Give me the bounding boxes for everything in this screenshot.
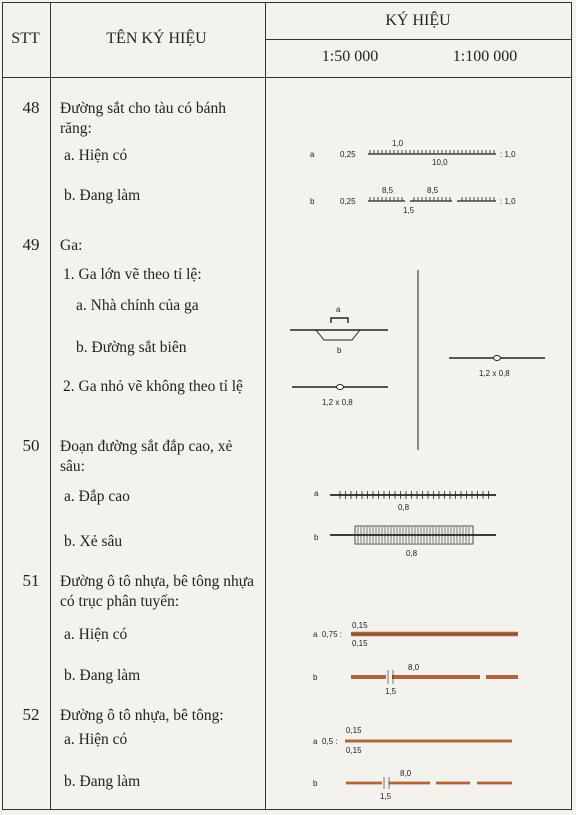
dim-top: 8,0 <box>408 663 420 672</box>
label-b: b <box>313 673 318 682</box>
header-subdivider <box>265 39 571 40</box>
divider-stt <box>50 3 51 809</box>
header-scale-50k: 1:50 000 <box>321 48 379 65</box>
dim-right: : 1,0 <box>500 150 516 159</box>
dim-left: 0,75 : <box>322 630 343 639</box>
dim-top: 0,15 <box>352 621 368 630</box>
dim-top: 0,15 <box>346 726 362 735</box>
label-a: a <box>313 737 318 746</box>
dim-bottom: 1,5 <box>385 687 397 696</box>
dim-top-2: 8,5 <box>427 186 439 195</box>
row-50-title: Đoạn đường sắt đắp cao, xẻ sâu: <box>60 438 233 475</box>
header-stt: STT <box>11 30 40 47</box>
row-51-number: 51 <box>22 571 40 590</box>
dim: 1,2 x 0,8 <box>322 398 353 407</box>
dim-right: : 1,0 <box>500 197 516 206</box>
row-49-title: Ga: <box>60 237 83 254</box>
dim-left: 0,5 : <box>322 737 338 746</box>
row-52-title: Đường ô tô nhựa, bê tông: <box>60 707 224 724</box>
row-49-number: 49 <box>22 235 40 254</box>
row-49-large-station: 1. Ga lớn vẽ theo tỉ lệ: <box>63 266 202 283</box>
label-a: a <box>336 305 341 314</box>
header-name: TÊN KÝ HIỆU <box>106 30 207 47</box>
dim-top: 1,0 <box>392 139 404 148</box>
dim-left: 0,25 <box>340 150 356 159</box>
row-48-item-b: b. Đang làm <box>64 187 141 204</box>
header-bottom-line <box>3 77 571 78</box>
dim: 0,8 <box>406 549 418 558</box>
header-symbol: KÝ HIỆU <box>385 12 451 29</box>
row-49-main-building: a. Nhà chính của ga <box>76 297 199 314</box>
label-b: b <box>337 346 342 355</box>
row-51-item-b: b. Đang làm <box>64 667 141 684</box>
row-52-item-a: a. Hiện có <box>64 731 128 748</box>
dim-bottom: 1,5 <box>380 792 392 801</box>
dim-top-1: 8,5 <box>382 186 394 195</box>
label-b: b <box>310 197 315 206</box>
dim: 1,2 x 0,8 <box>479 369 510 378</box>
dim-bottom: 1,5 <box>403 206 415 215</box>
header-scale-100k: 1:100 000 <box>452 48 518 65</box>
label-a: a <box>314 489 319 498</box>
dim-bottom: 0,15 <box>346 746 362 755</box>
label-a: a <box>313 630 318 639</box>
row-51-title: Đường ô tô nhựa, bê tông nhựa có trục phân tuyến: <box>60 573 254 610</box>
row-50-number: 50 <box>22 436 40 455</box>
row-48-title: Đường sắt cho tàu có bánh răng: <box>60 100 226 137</box>
row-48-number: 48 <box>22 98 40 117</box>
row-49-small-station: 2. Ga nhỏ vẽ không theo tỉ lệ <box>63 378 243 395</box>
label-b: b <box>313 779 318 788</box>
row-52-item-b: b. Đang làm <box>64 773 141 790</box>
row-49-side-track: b. Đường sắt biên <box>76 339 187 356</box>
dim-top: 8,0 <box>400 769 412 778</box>
label-a: a <box>310 150 315 159</box>
dim-left: 0,25 <box>340 197 356 206</box>
divider-name <box>265 3 266 809</box>
row-50-item-b: b. Xẻ sâu <box>64 533 123 550</box>
row-48-item-a: a. Hiện có <box>64 147 128 164</box>
dim-bottom: 0,15 <box>352 639 368 648</box>
dim: 0,8 <box>398 503 410 512</box>
row-50-item-a: a. Đắp cao <box>64 488 130 505</box>
row-52-number: 52 <box>22 705 40 724</box>
dim-bottom: 10,0 <box>432 158 448 167</box>
row-51-item-a: a. Hiện có <box>64 626 128 643</box>
label-b: b <box>314 533 319 542</box>
